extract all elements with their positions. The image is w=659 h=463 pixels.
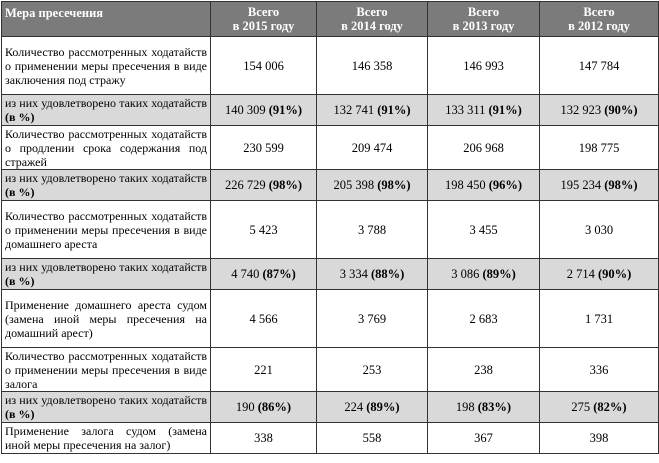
cell-value: 190 (86%): [211, 392, 317, 423]
table-row: [2, 95, 659, 126]
measures-table-container: [1, 1, 658, 461]
table-row: [2, 290, 659, 348]
row-label: Применение домашнего ареста судом (замена иной меры пресечения на домашний арест): [2, 290, 211, 348]
row-label: Количество рассмотренных ходатайств о применении меры пресечения в виде залога: [2, 348, 211, 392]
cell-value: 198 450 (96%): [428, 170, 540, 201]
cell-value: 5 423: [211, 201, 317, 259]
row-label: из них удовлетворено таких ходатайств (в %): [2, 95, 211, 126]
row-label: из них удовлетворено таких ходатайств (в %): [2, 259, 211, 290]
cell-value: 146 358: [317, 37, 428, 95]
cell-value: 230 599: [211, 126, 317, 170]
cell-value: 3 455: [428, 201, 540, 259]
cell-value: 132 741 (91%): [317, 95, 428, 126]
cell-value: 3 769: [317, 290, 428, 348]
table-row: [2, 170, 659, 201]
cell-value: 2 683: [428, 290, 540, 348]
cell-value: 209 474: [317, 126, 428, 170]
cell-value: 146 993: [428, 37, 540, 95]
cell-value: 224 (89%): [317, 392, 428, 423]
cell-value: 238: [428, 348, 540, 392]
row-label: из них удовлетворено таких ходатайств (в %): [2, 170, 211, 201]
header-year-2014: Всего в 2014 году: [317, 2, 428, 37]
table-row: [2, 259, 659, 290]
header-year-2015: Всего в 2015 году: [211, 2, 317, 37]
cell-value: 4 740 (87%): [211, 259, 317, 290]
cell-value: 558: [317, 423, 428, 454]
cell-value: 367: [428, 423, 540, 454]
measures-table: [1, 1, 659, 454]
header-row: [2, 2, 659, 37]
cell-value: 195 234 (98%): [540, 170, 659, 201]
cell-value: 140 309 (91%): [211, 95, 317, 126]
cell-value: 336: [540, 348, 659, 392]
row-label: Применение залога судом (замена иной меры пресечения на залог): [2, 423, 211, 454]
table-row: [2, 126, 659, 170]
cell-value: 1 731: [540, 290, 659, 348]
row-label: Количество рассмотренных ходатайств о продлении срока содержания под стражей: [2, 126, 211, 170]
table-row: [2, 423, 659, 454]
cell-value: 205 398 (98%): [317, 170, 428, 201]
cell-value: 154 006: [211, 37, 317, 95]
cell-value: 132 923 (90%): [540, 95, 659, 126]
cell-value: 221: [211, 348, 317, 392]
table-row: [2, 37, 659, 95]
row-label: из них удовлетворено таких ходатайств (в %): [2, 392, 211, 423]
cell-value: 3 086 (89%): [428, 259, 540, 290]
cell-value: 4 566: [211, 290, 317, 348]
cell-value: 226 729 (98%): [211, 170, 317, 201]
table-row: [2, 201, 659, 259]
cell-value: 3 334 (88%): [317, 259, 428, 290]
header-measure: Мера пресечения: [2, 2, 211, 37]
cell-value: 147 784: [540, 37, 659, 95]
cell-value: 133 311 (91%): [428, 95, 540, 126]
table-row: [2, 392, 659, 423]
header-year-2013: Всего в 2013 году: [428, 2, 540, 37]
table-row: [2, 348, 659, 392]
cell-value: 275 (82%): [540, 392, 659, 423]
cell-value: 3 788: [317, 201, 428, 259]
header-year-2012: Всего в 2012 году: [540, 2, 659, 37]
cell-value: 253: [317, 348, 428, 392]
cell-value: 198 775: [540, 126, 659, 170]
cell-value: 338: [211, 423, 317, 454]
cell-value: 2 714 (90%): [540, 259, 659, 290]
row-label: Количество рассмотренных ходатайств о применении меры пресечения в виде заключения под стражу: [2, 37, 211, 95]
cell-value: 206 968: [428, 126, 540, 170]
cell-value: 398: [540, 423, 659, 454]
cell-value: 198 (83%): [428, 392, 540, 423]
cell-value: 3 030: [540, 201, 659, 259]
row-label: Количество рассмотренных ходатайств о применении меры пресечения в виде домашнего ареста: [2, 201, 211, 259]
